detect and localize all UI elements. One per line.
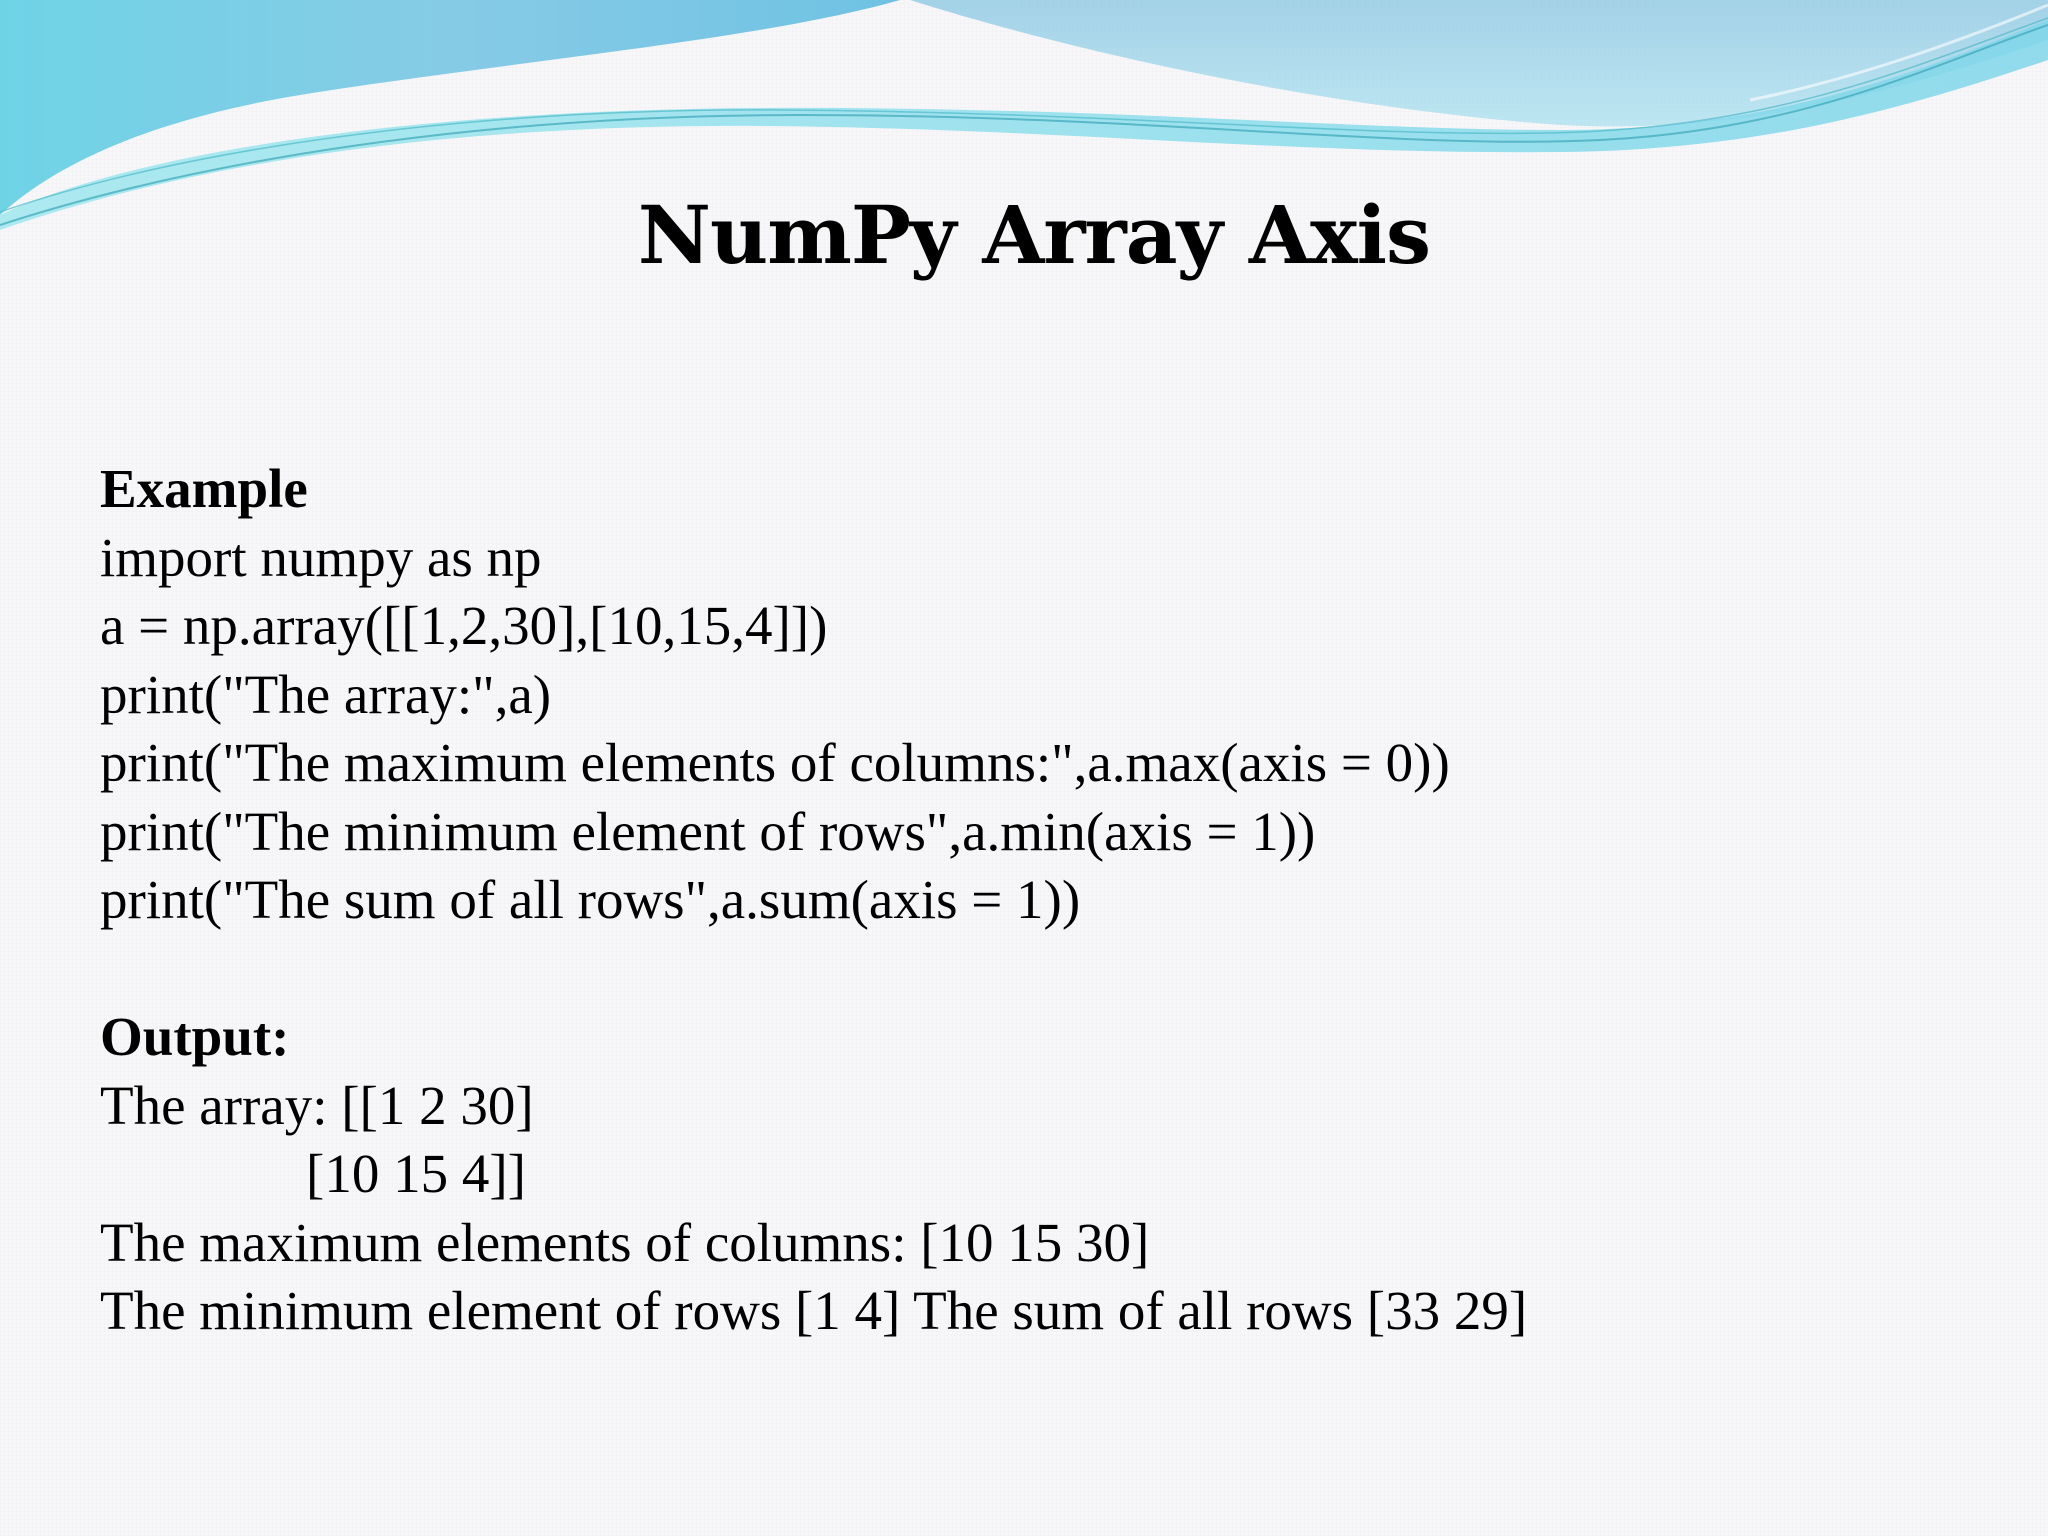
output-line: The array: [[1 2 30]	[100, 1074, 534, 1136]
code-line: a = np.array([[1,2,30],[10,15,4]])	[100, 595, 828, 656]
code-line: print("The sum of all rows",a.sum(axis = 1))	[100, 869, 1081, 930]
code-line: print("The array:",a)	[100, 663, 552, 725]
output-line: The maximum elements of columns: [10 15 30]	[100, 1211, 1150, 1273]
code-line: import numpy as np	[100, 526, 542, 588]
output-line: [10 15 4]]	[306, 1143, 526, 1204]
spacer	[100, 935, 2000, 1004]
code-line: print("The minimum element of rows",a.min(axis = 1))	[100, 800, 1316, 862]
code-line: print("The maximum elements of columns:",a.max(axis = 0))	[100, 732, 1450, 793]
output-heading: Output:	[100, 1006, 290, 1067]
slide-title: NumPy Array Axis	[637, 188, 1431, 282]
example-heading: Example	[100, 458, 308, 519]
slide-body	[100, 455, 2000, 1346]
output-line: The minimum element of rows [1 4] The sum of all rows [33 29]	[100, 1280, 1528, 1341]
